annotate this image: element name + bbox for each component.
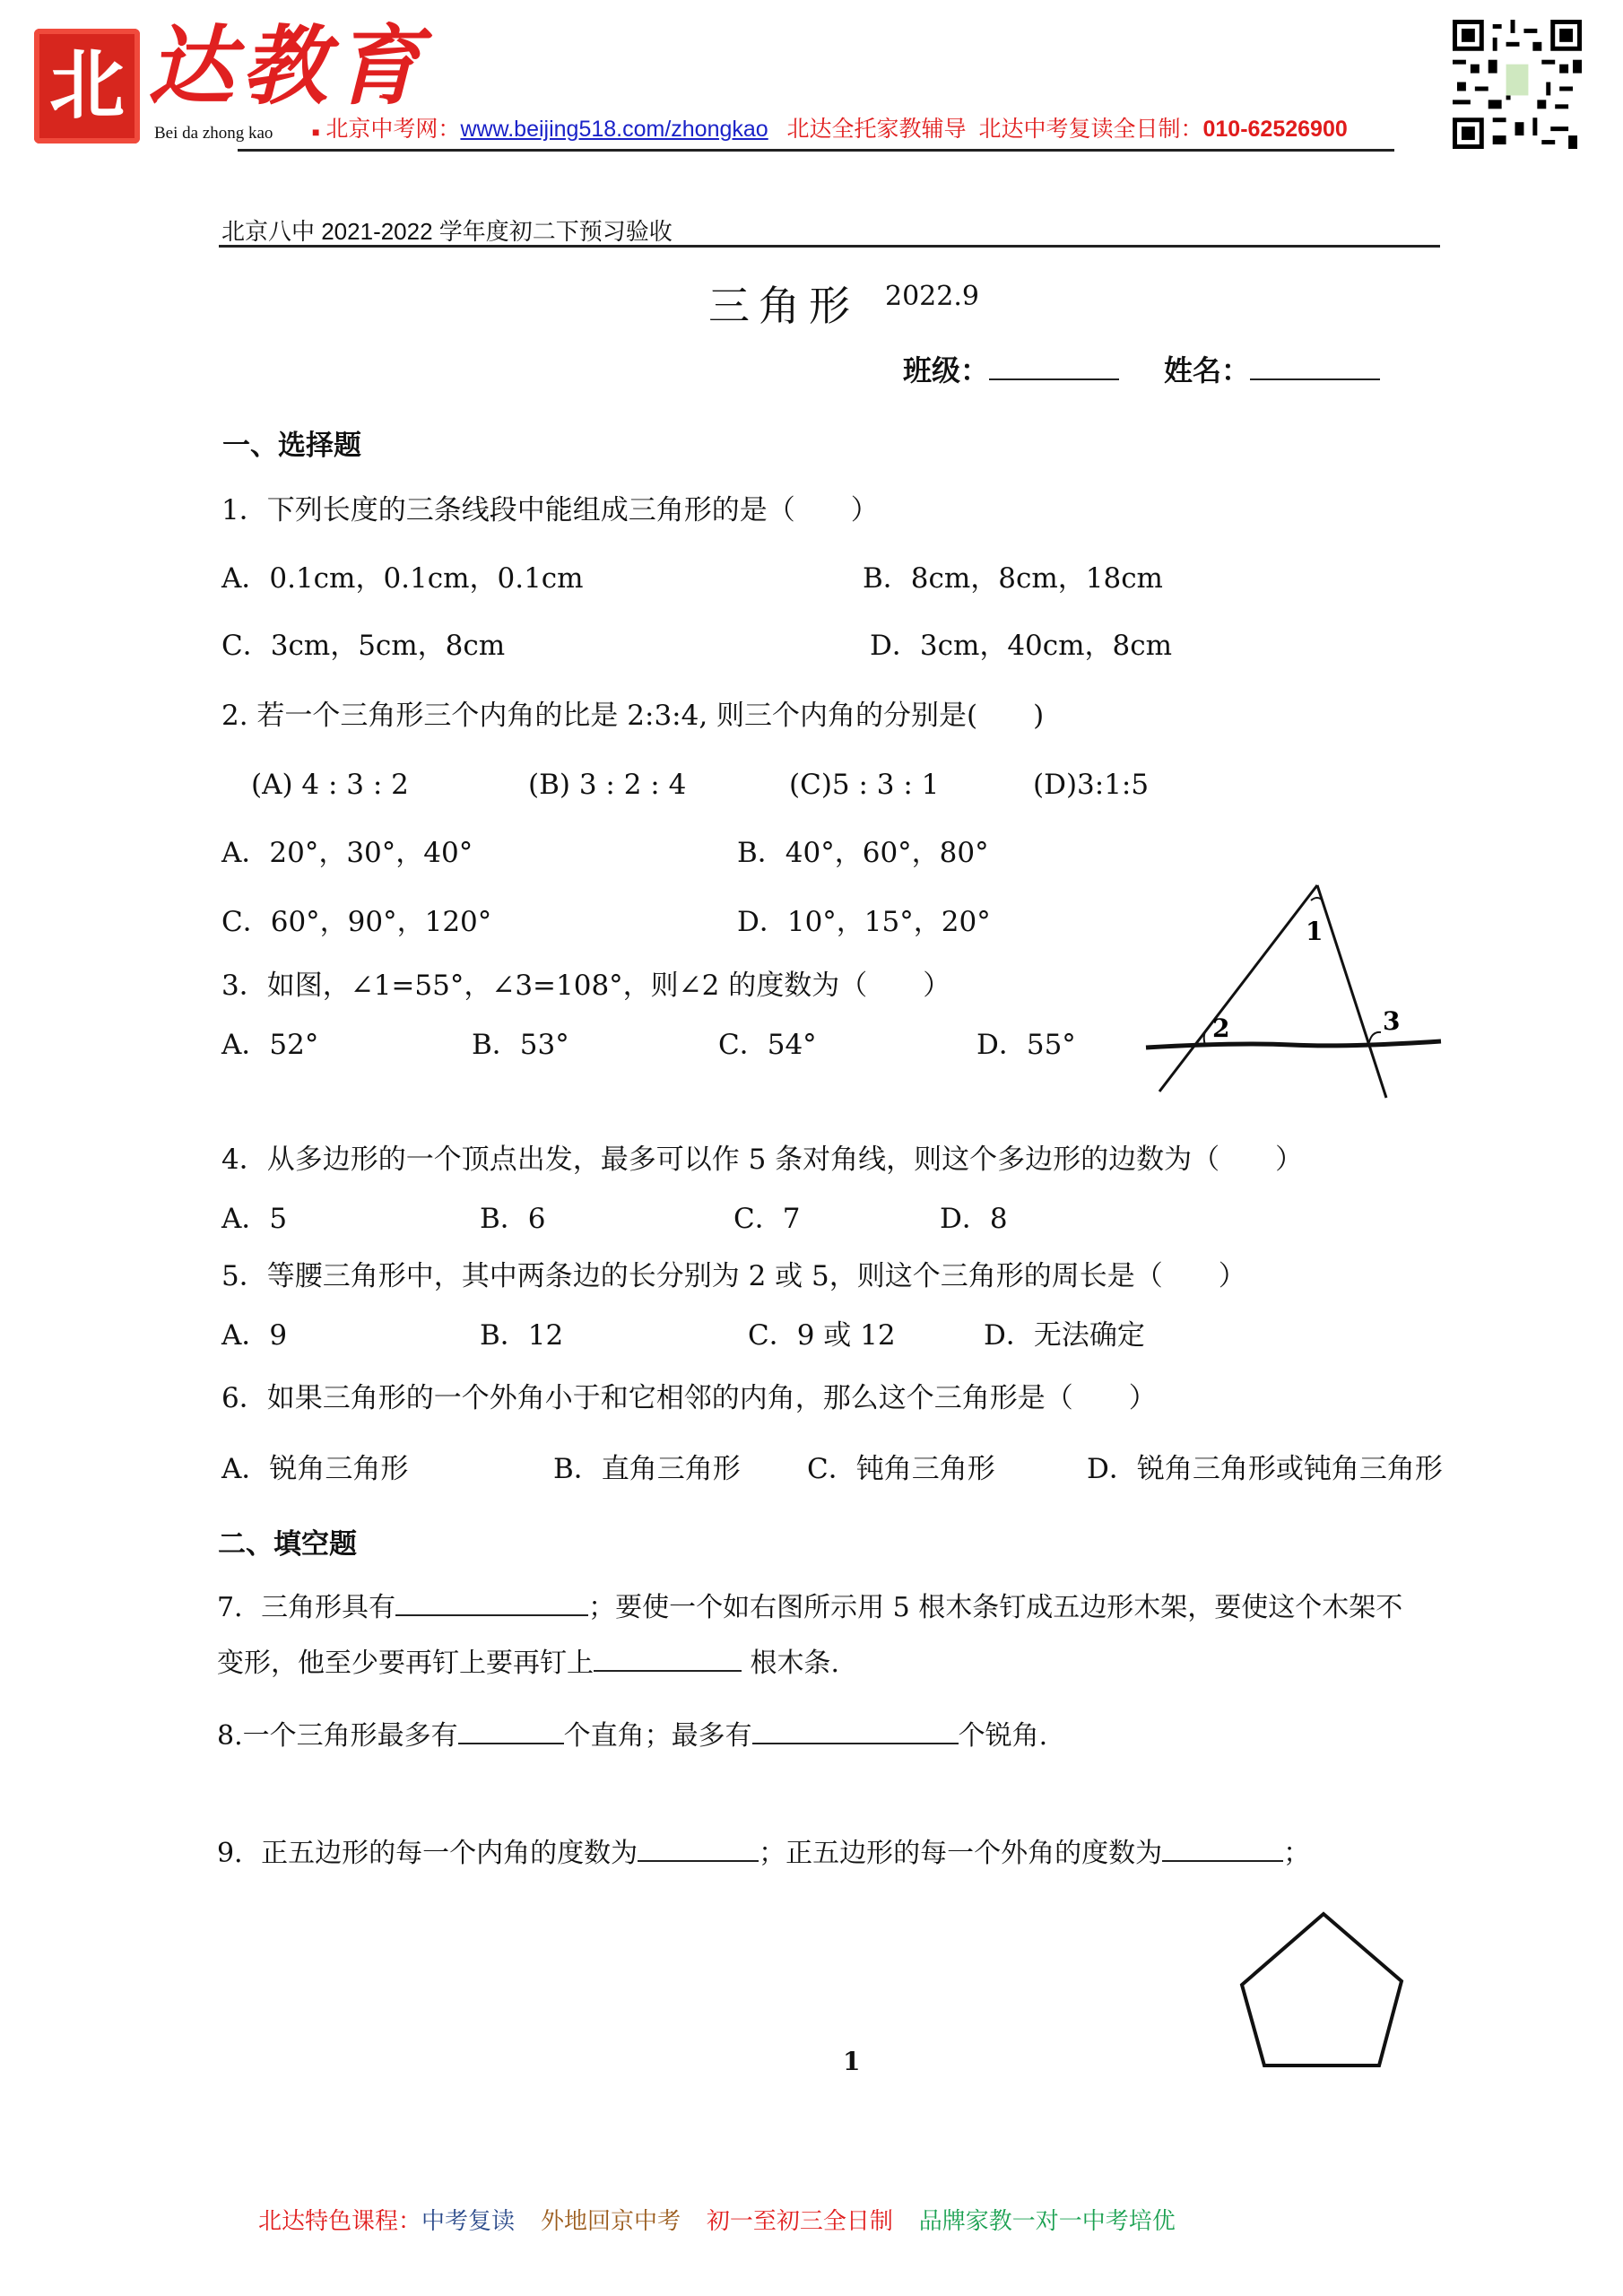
q2-text: 2. 若一个三角形三个内角的比是 2:3:4, 则三个内角的分别是( ) [221,700,1045,732]
school-rule [219,245,1440,248]
angle-3-label: 3 [1383,1006,1401,1036]
logo-pinyin: Bei da zhong kao [154,124,273,143]
q1-option-a: A．0.1cm，0.1cm，0.1cm [221,562,584,595]
section-2-heading: 二、填空题 [218,1528,357,1561]
q9-text-3: ； [1283,1838,1311,1869]
name-blank[interactable] [1250,352,1380,380]
service-2: 北达中考复读全日制： [978,117,1203,142]
site-label: 北京中考网： [325,117,461,142]
q2-option-a: A．20°，30°，40° [221,837,473,869]
logo-mark [34,29,140,144]
q4-option-d: D．8 [940,1203,1008,1235]
footer-course-3[interactable]: 初一至初三全日制 [706,2207,893,2234]
q5-option-a: A．9 [221,1319,288,1352]
q6-text: 6．如果三角形的一个外角小于和它相邻的内角，那么这个三角形是（ ） [221,1382,1157,1414]
q7-line-2 [217,1643,839,1682]
name-field[interactable] [1164,348,1380,389]
site-link[interactable]: www.beijing518.com/zhongkao [460,117,768,142]
q8-text-1: 8.一个三角形最多有 [217,1720,458,1752]
footer [258,2203,1176,2236]
q2-ratio-c: (C)5 : 3 : 1 [789,769,940,801]
q2-ratio-a: (A) 4 : 3 : 2 [251,769,409,801]
q4-text: 4．从多边形的一个顶点出发，最多可以作 5 条对角线，则这个多边形的边数为（ ） [221,1144,1304,1176]
q7-line-1 [217,1587,1402,1626]
triangle-right-line [1317,885,1386,1098]
q1-option-b: B．8cm，8cm，18cm [863,562,1163,595]
class-field[interactable] [903,348,1119,389]
q1-option-d: D．3cm，40cm，8cm [870,630,1173,662]
q7-text-3: 变形，他至少要再钉上要再钉上 [217,1648,594,1679]
q3-option-d: D．55° [976,1029,1076,1061]
footer-course-1[interactable]: 中考复读 [421,2207,516,2234]
q5-option-d: D．无法确定 [984,1319,1145,1352]
q3-option-a: A．52° [221,1029,319,1061]
q2-option-c: C．60°，90°，120° [221,906,492,938]
q2-option-b: B．40°，60°，80° [737,837,989,869]
phone: 010-62526900 [1202,117,1348,142]
q8-blank-1[interactable] [458,1716,564,1744]
q3-option-b: B．53° [472,1029,569,1061]
footer-course-2[interactable]: 外地回京中考 [540,2207,681,2234]
q5-option-b: B．12 [480,1319,564,1352]
q7-text-4: 根木条. [742,1648,840,1679]
q2-ratio-d: (D)3:1:5 [1033,769,1150,801]
logo-char: 北 [48,40,125,129]
q2-ratio-b: (B) 3 : 2 : 4 [528,769,687,801]
triangle-left-line [1159,885,1317,1091]
date: 2022.9 [885,281,979,312]
q9-blank-1[interactable] [638,1833,759,1862]
page-title: 三角形 [708,282,859,330]
q4-option-a: A．5 [221,1203,288,1235]
qr-code-icon [1453,20,1582,149]
q8-text-2: 个直角；最多有 [563,1720,752,1752]
q5-text: 5．等腰三角形中，其中两条边的长分别为 2 或 5，则这个三角形的周长是（ ） [221,1260,1246,1292]
class-blank[interactable] [989,352,1119,380]
logo-text: 达教育 [148,15,428,117]
angle-2-label: 2 [1212,1013,1230,1043]
q3-triangle-figure [1130,870,1462,1112]
q7-blank-1[interactable] [395,1587,588,1616]
header-rule [238,149,1394,152]
q6-option-d: D．锐角三角形或钝角三角形 [1087,1453,1443,1485]
page-number: 1 [843,2047,861,2076]
q9-text-1: 9．正五边形的每一个内角的度数为 [217,1838,638,1869]
angle-1-label: 1 [1306,917,1324,946]
q9-text-2: ；正五边形的每一个外角的度数为 [759,1838,1163,1869]
pentagon-figure [1228,1901,1417,2081]
q1-option-c: C．3cm，5cm，8cm [221,630,506,662]
pentagon-shape [1242,1914,1402,2066]
name-label: 姓名： [1164,353,1251,387]
footer-course-4[interactable]: 品牌家教一对一中考培优 [918,2207,1176,2234]
section-1-heading: 一、选择题 [222,430,361,462]
q5-option-c: C．9 或 12 [748,1319,896,1352]
q6-option-c: C．钝角三角形 [807,1453,995,1485]
q7-text-1: 7．三角形具有 [217,1592,396,1623]
q1-text: 1．下列长度的三条线段中能组成三角形的是（ ） [221,494,879,526]
q9-blank-2[interactable] [1162,1833,1283,1862]
angle-3-arc [1369,1032,1381,1042]
q6-option-a: A．锐角三角形 [221,1453,409,1485]
q9-line [217,1833,1310,1872]
class-label: 班级： [903,353,990,387]
q4-option-c: C．7 [733,1203,801,1235]
q2-option-d: D．10°，15°，20° [737,906,991,938]
header-banner: ■ 北京中考网：www.beijing518.com/zhongkao 北达全托家教辅导 北达中考复读全日制：010-62526900 [312,117,1348,142]
school-line: 北京八中 2021-2022 学年度初二下预习验收 [221,218,673,245]
q6-option-b: B．直角三角形 [553,1453,741,1485]
base-line [1146,1041,1441,1048]
q3-option-c: C．54° [718,1029,817,1061]
q7-blank-2[interactable] [594,1643,742,1672]
angle-1-arc [1311,898,1323,900]
q8-line [217,1716,1047,1754]
q8-blank-2[interactable] [752,1716,959,1744]
q7-text-2: ；要使一个如右图所示用 5 根木条钉成五边形木架，要使这个木架不 [588,1592,1403,1623]
footer-label: 北达特色课程： [258,2207,422,2234]
q3-text: 3．如图，∠1=55°，∠3=108°，则∠2 的度数为（ ） [221,970,951,1002]
q8-text-3: 个锐角. [958,1720,1048,1752]
service-1: 北达全托家教辅导 [786,117,967,142]
q4-option-b: B．6 [480,1203,546,1235]
